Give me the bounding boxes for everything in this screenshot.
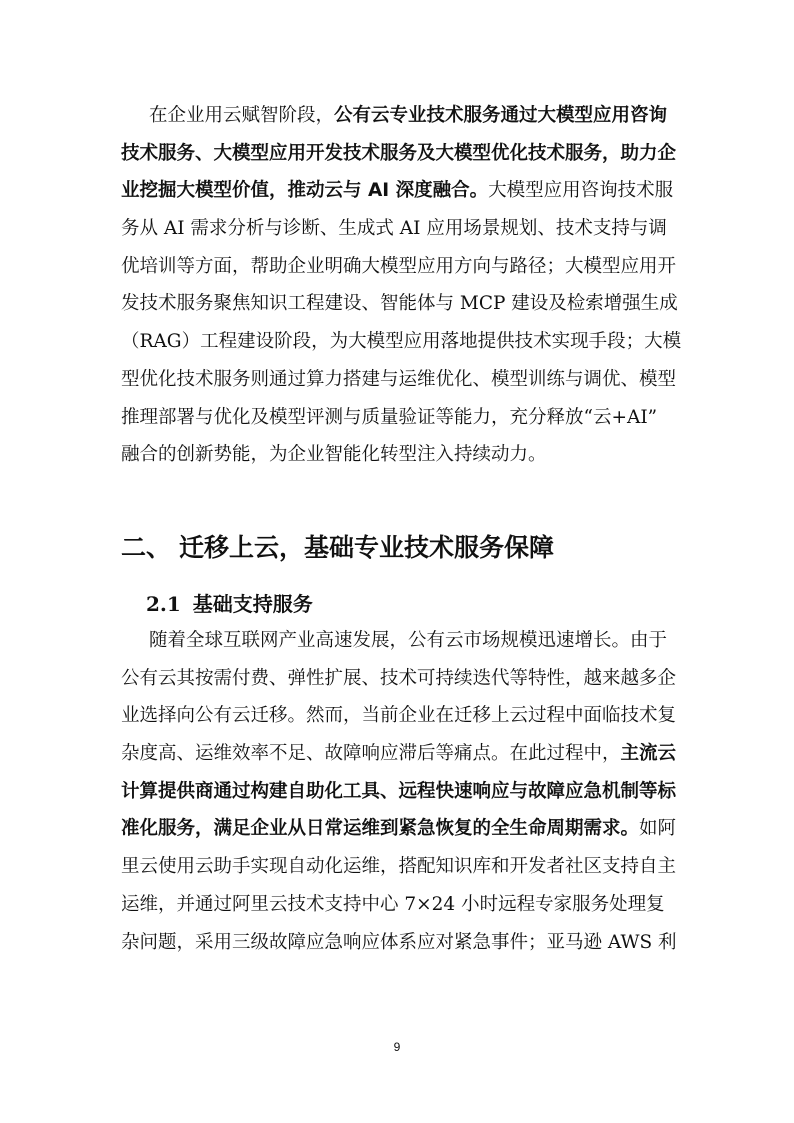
section-heading bbox=[121, 526, 554, 570]
text-run: （RAG）工程建设阶段，为大模型应用落地提供技术实现手段；大模 bbox=[121, 331, 682, 353]
section-title: 迁移上云，基础专业技术服务保障 bbox=[179, 533, 555, 562]
paragraph-1 bbox=[121, 97, 681, 474]
text-line bbox=[121, 399, 681, 437]
text-run: 发技术服务聚焦知识工程建设、智能体与 MCP 建设及检索增强生成 bbox=[121, 293, 678, 315]
section-number: 二、 bbox=[121, 533, 172, 562]
text-run: 推理部署与优化及模型评测与质量验证等能力，充分释放“云+AI” bbox=[121, 406, 658, 428]
text-line bbox=[121, 622, 681, 660]
text-line bbox=[121, 285, 681, 323]
bold-text-run: 业挖掘大模型价值，推动云与 AI 深度融合。 bbox=[121, 180, 489, 202]
subsection-heading bbox=[146, 584, 313, 624]
bold-text-run: 技术服务、大模型应用开发技术服务及大模型优化技术服务，助力企 bbox=[121, 142, 677, 164]
text-run: 杂度高、运维效率不足、故障响应滞后等痛点。在此过程中， bbox=[121, 743, 621, 765]
text-line bbox=[121, 436, 681, 474]
text-line bbox=[121, 697, 681, 735]
text-run: 如阿 bbox=[639, 818, 677, 840]
subsection-number: 2.1 bbox=[146, 592, 181, 616]
bold-text-run: 主流云 bbox=[620, 743, 677, 765]
bold-text-run: 准化服务，满足企业从日常运维到紧急恢复的全生命周期需求。 bbox=[121, 818, 640, 840]
text-line bbox=[121, 773, 681, 811]
text-run: 杂问题，采用三级故障应急响应体系应对紧急事件；亚马逊 AWS 利 bbox=[121, 931, 677, 953]
text-line bbox=[121, 323, 681, 361]
text-line bbox=[121, 97, 681, 135]
paragraph-2 bbox=[121, 622, 681, 961]
text-line bbox=[121, 848, 681, 886]
text-line bbox=[121, 735, 681, 773]
text-line bbox=[121, 924, 681, 962]
subsection-title: 基础支持服务 bbox=[192, 592, 313, 616]
text-line bbox=[121, 135, 681, 173]
text-run: 务从 AI 需求分析与诊断、生成式 AI 应用场景规划、技术支持与调 bbox=[121, 218, 667, 240]
bold-text-run: 公有云专业技术服务通过大模型应用咨询 bbox=[334, 105, 668, 126]
text-line bbox=[121, 210, 681, 248]
text-run: 优培训等方面，帮助企业明确大模型应用方向与路径；大模型应用开 bbox=[121, 255, 677, 277]
bold-text-run: 计算提供商通过构建自助化工具、远程快速响应与故障应急机制等标 bbox=[121, 780, 677, 802]
text-line bbox=[121, 660, 681, 698]
text-line bbox=[121, 172, 681, 210]
text-line bbox=[121, 886, 681, 924]
text-run: 里云使用云助手实现自动化运维，搭配知识库和开发者社区支持自主 bbox=[121, 856, 677, 878]
page-number: 9 bbox=[393, 1040, 401, 1054]
text-line bbox=[121, 361, 681, 399]
text-run: 大模型应用咨询技术服 bbox=[488, 180, 674, 202]
text-line bbox=[121, 248, 681, 286]
text-run: 型优化技术服务则通过算力搭建与运维优化、模型训练与调优、模型 bbox=[121, 368, 677, 390]
text-run: 融合的创新势能，为企业智能化转型注入持续动力。 bbox=[121, 444, 547, 466]
text-run: 运维，并通过阿里云技术支持中心 7×24 小时远程专家服务处理复 bbox=[121, 893, 665, 915]
text-line bbox=[121, 810, 681, 848]
text-run: 随着全球互联网产业高速发展，公有云市场规模迅速增长。由于 bbox=[149, 630, 668, 651]
text-run: 公有云其按需付费、弹性扩展、技术可持续迭代等特性，越来越多企 bbox=[121, 667, 677, 689]
text-run: 业选择向公有云迁移。然而，当前企业在迁移上云过程中面临技术复 bbox=[121, 705, 677, 727]
text-run: 在企业用云赋智阶段， bbox=[149, 105, 335, 126]
